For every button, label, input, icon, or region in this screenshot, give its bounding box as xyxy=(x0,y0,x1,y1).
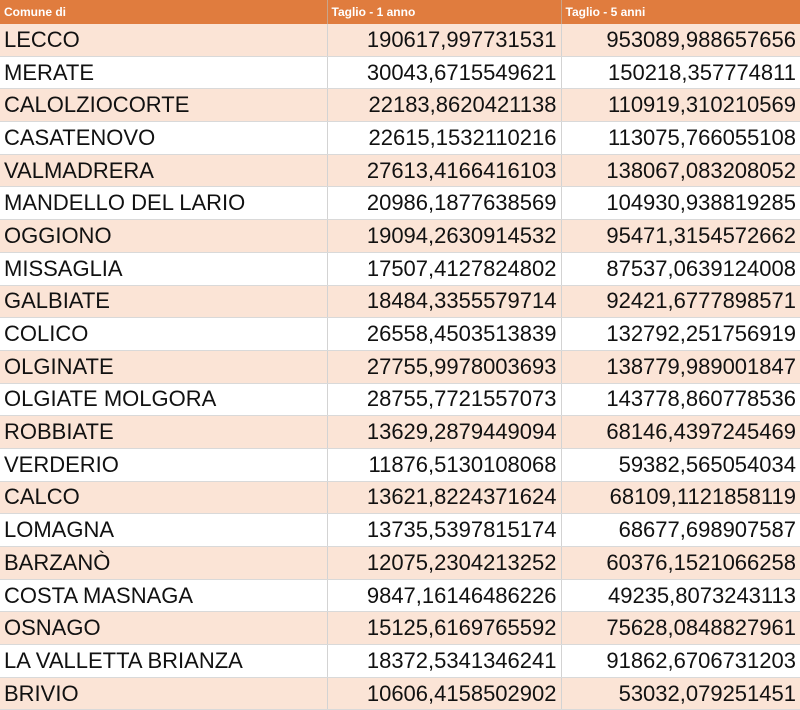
header-comune: Comune di xyxy=(0,0,327,24)
cell-taglio-5-anni: 138779,989001847 xyxy=(561,350,800,383)
cell-comune: OLGIATE MOLGORA xyxy=(0,383,327,416)
cell-taglio-1-anno: 19094,2630914532 xyxy=(327,220,561,253)
table-row xyxy=(0,285,800,318)
cell-taglio-5-anni: 68109,1121858119 xyxy=(561,481,800,514)
cell-taglio-5-anni: 95471,3154572662 xyxy=(561,220,800,253)
cell-comune: LECCO xyxy=(0,24,327,56)
table-row xyxy=(0,383,800,416)
cell-taglio-5-anni: 150218,357774811 xyxy=(561,56,800,89)
cell-comune: OLGINATE xyxy=(0,350,327,383)
cell-taglio-5-anni: 104930,938819285 xyxy=(561,187,800,220)
cell-comune: OSNAGO xyxy=(0,612,327,645)
cell-taglio-5-anni: 113075,766055108 xyxy=(561,122,800,155)
cell-taglio-1-anno: 26558,4503513839 xyxy=(327,318,561,351)
cell-comune: COSTA MASNAGA xyxy=(0,579,327,612)
cell-comune: GALBIATE xyxy=(0,285,327,318)
cell-taglio-5-anni: 110919,310210569 xyxy=(561,89,800,122)
cell-comune: VALMADRERA xyxy=(0,154,327,187)
cell-taglio-5-anni: 53032,079251451 xyxy=(561,677,800,710)
table-row xyxy=(0,154,800,187)
cell-comune: MERATE xyxy=(0,56,327,89)
table-row xyxy=(0,187,800,220)
table-row xyxy=(0,122,800,155)
cell-taglio-5-anni: 138067,083208052 xyxy=(561,154,800,187)
cell-taglio-1-anno: 10606,4158502902 xyxy=(327,677,561,710)
cell-taglio-5-anni: 75628,0848827961 xyxy=(561,612,800,645)
cell-taglio-1-anno: 27755,9978003693 xyxy=(327,350,561,383)
cell-comune: CASATENOVO xyxy=(0,122,327,155)
cell-comune: MISSAGLIA xyxy=(0,252,327,285)
cell-comune: LA VALLETTA BRIANZA xyxy=(0,645,327,678)
table-row xyxy=(0,579,800,612)
cell-comune: LOMAGNA xyxy=(0,514,327,547)
cell-taglio-1-anno: 11876,5130108068 xyxy=(327,448,561,481)
cell-taglio-1-anno: 30043,6715549621 xyxy=(327,56,561,89)
cell-taglio-1-anno: 15125,6169765592 xyxy=(327,612,561,645)
table-row xyxy=(0,318,800,351)
cell-taglio-1-anno: 18484,3355579714 xyxy=(327,285,561,318)
cell-comune: OGGIONO xyxy=(0,220,327,253)
cell-taglio-5-anni: 92421,6777898571 xyxy=(561,285,800,318)
table-row xyxy=(0,514,800,547)
table-header xyxy=(0,0,800,24)
table-row xyxy=(0,645,800,678)
cell-taglio-5-anni: 68146,4397245469 xyxy=(561,416,800,449)
cell-taglio-5-anni: 143778,860778536 xyxy=(561,383,800,416)
cell-taglio-1-anno: 190617,997731531 xyxy=(327,24,561,56)
cell-comune: BRIVIO xyxy=(0,677,327,710)
table-row xyxy=(0,24,800,56)
table-row xyxy=(0,547,800,580)
cell-taglio-1-anno: 28755,7721557073 xyxy=(327,383,561,416)
header-taglio-5-anni: Taglio - 5 anni xyxy=(561,0,800,24)
cell-taglio-5-anni: 59382,565054034 xyxy=(561,448,800,481)
header-row xyxy=(0,0,800,24)
cell-comune: COLICO xyxy=(0,318,327,351)
table-row xyxy=(0,481,800,514)
cell-taglio-1-anno: 17507,4127824802 xyxy=(327,252,561,285)
cell-taglio-5-anni: 87537,0639124008 xyxy=(561,252,800,285)
cell-taglio-5-anni: 132792,251756919 xyxy=(561,318,800,351)
cell-taglio-5-anni: 91862,6706731203 xyxy=(561,645,800,678)
cell-taglio-1-anno: 27613,4166416103 xyxy=(327,154,561,187)
cell-taglio-1-anno: 9847,16146486226 xyxy=(327,579,561,612)
cell-taglio-1-anno: 18372,5341346241 xyxy=(327,645,561,678)
table-body xyxy=(0,24,800,710)
cell-comune: CALOLZIOCORTE xyxy=(0,89,327,122)
header-taglio-1-anno: Taglio - 1 anno xyxy=(327,0,561,24)
cell-taglio-5-anni: 49235,8073243113 xyxy=(561,579,800,612)
cell-comune: ROBBIATE xyxy=(0,416,327,449)
table-row xyxy=(0,677,800,710)
cell-taglio-5-anni: 60376,1521066258 xyxy=(561,547,800,580)
cell-taglio-1-anno: 13621,8224371624 xyxy=(327,481,561,514)
table-row xyxy=(0,89,800,122)
table-row xyxy=(0,220,800,253)
cell-taglio-1-anno: 13735,5397815174 xyxy=(327,514,561,547)
cell-taglio-1-anno: 13629,2879449094 xyxy=(327,416,561,449)
cell-comune: BARZANÒ xyxy=(0,547,327,580)
cell-taglio-1-anno: 22183,8620421138 xyxy=(327,89,561,122)
cell-taglio-1-anno: 20986,1877638569 xyxy=(327,187,561,220)
table-row xyxy=(0,416,800,449)
cell-comune: MANDELLO DEL LARIO xyxy=(0,187,327,220)
cell-taglio-1-anno: 22615,1532110216 xyxy=(327,122,561,155)
table-row xyxy=(0,350,800,383)
cell-taglio-5-anni: 953089,988657656 xyxy=(561,24,800,56)
cell-comune: CALCO xyxy=(0,481,327,514)
table-row xyxy=(0,56,800,89)
cell-taglio-1-anno: 12075,2304213252 xyxy=(327,547,561,580)
table-row xyxy=(0,448,800,481)
cell-taglio-5-anni: 68677,698907587 xyxy=(561,514,800,547)
table-row xyxy=(0,252,800,285)
cell-comune: VERDERIO xyxy=(0,448,327,481)
table-row xyxy=(0,612,800,645)
